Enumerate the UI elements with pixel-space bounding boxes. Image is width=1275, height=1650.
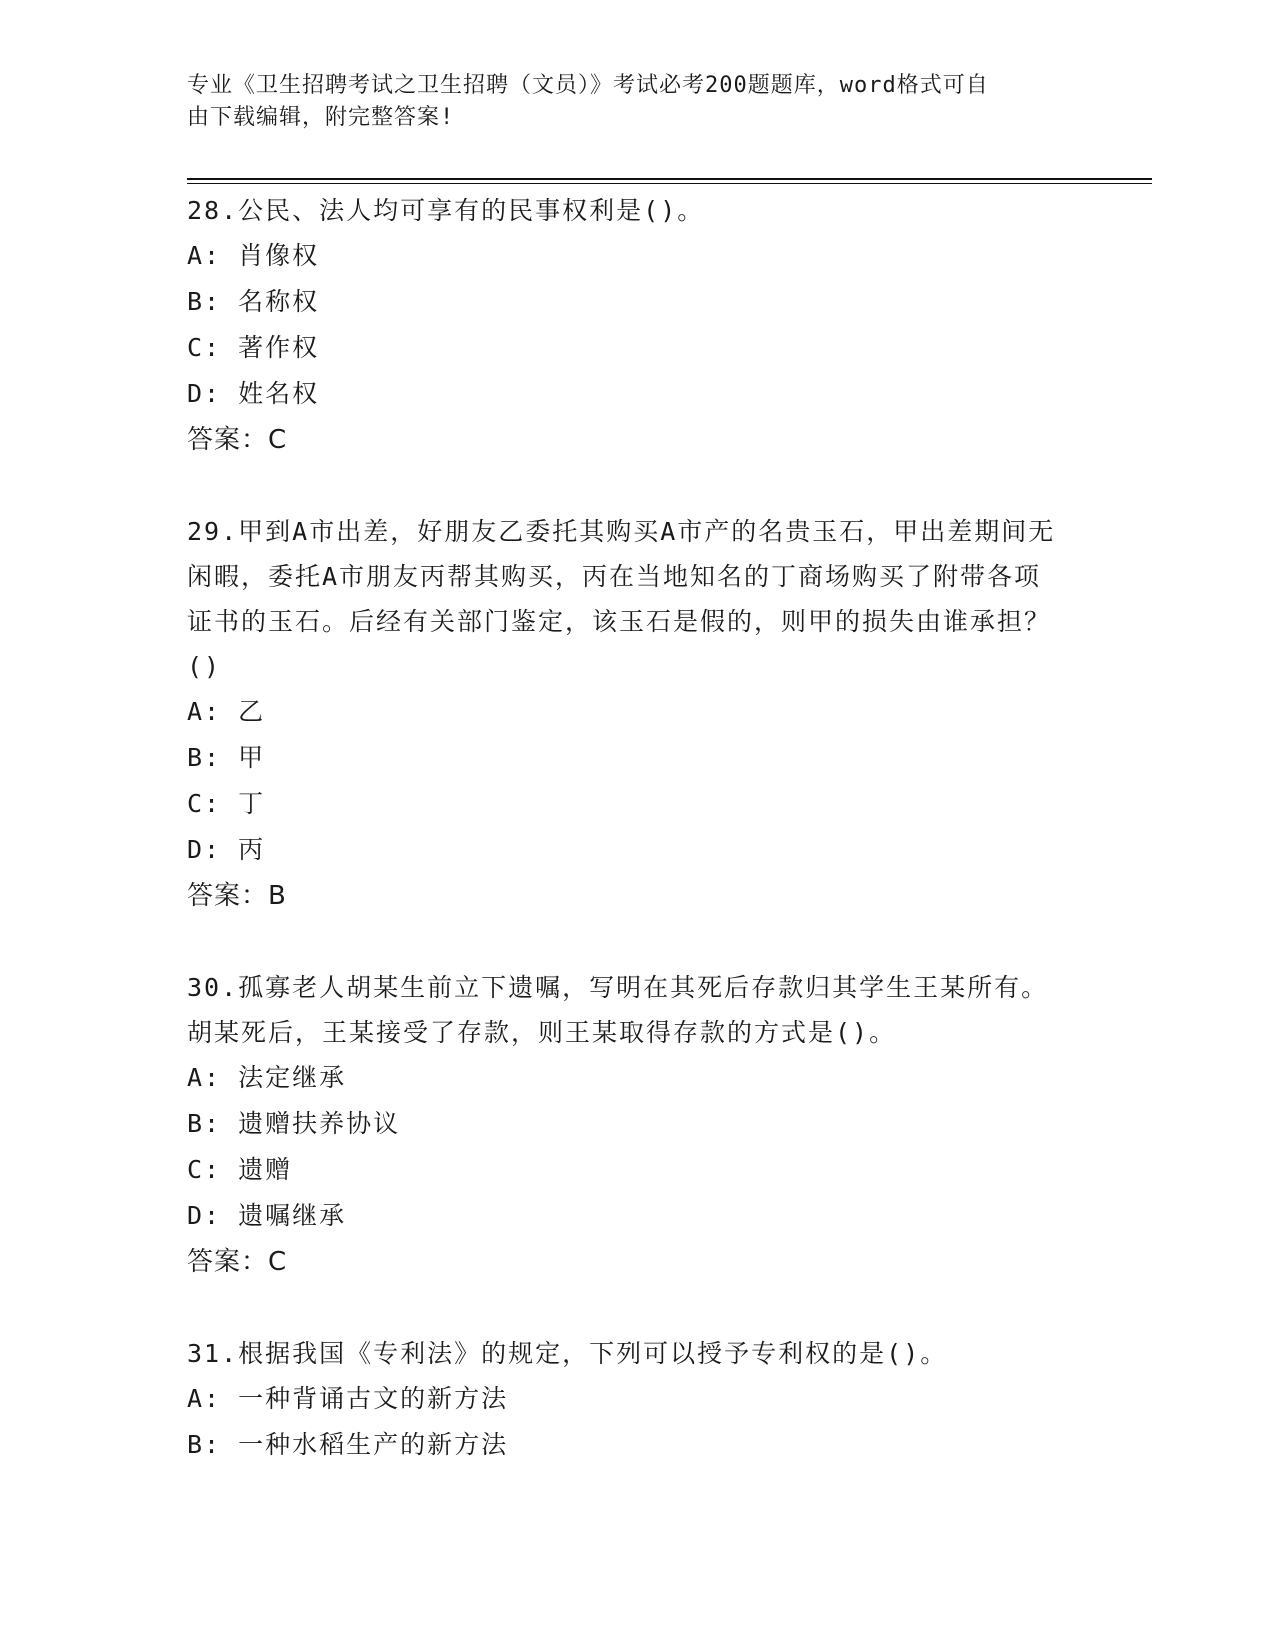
header-title-line-2: 由下载编辑，附完整答案! [187, 105, 455, 130]
header-divider-thin [187, 183, 1152, 184]
option-d: D: 遗嘱继承 [187, 1201, 347, 1230]
answer-label: 答案：C [187, 1247, 288, 1277]
option-c: C: 遗赠 [187, 1155, 293, 1184]
question-stem: 28.公民、法人均可享有的民事权利是()。 [187, 196, 705, 225]
answer-label: 答案：B [187, 881, 287, 911]
header-divider-thick [187, 178, 1152, 180]
option-b: B: 名称权 [187, 287, 320, 316]
document-header [187, 70, 1067, 134]
option-b: B: 甲 [187, 743, 266, 772]
header-title-line-1: 专业《卫生招聘考试之卫生招聘（文员）》考试必考200题题库，word格式可自 [187, 73, 989, 98]
option-a: A: 法定继承 [187, 1063, 347, 1092]
option-d: D: 丙 [187, 835, 266, 864]
question-28 [187, 188, 1067, 463]
question-stem: 30.孤寡老人胡某生前立下遗嘱，写明在其死后存款归其学生王某所有。胡某死后，王某接受了存款，则王某取得存款的方式是()。 [187, 973, 1049, 1047]
question-stem: 29.甲到A市出差，好朋友乙委托其购买A市产的名贵玉石，甲出差期间无闲暇，委托A市朋友丙帮其购买，丙在当地知名的丁商场购买了附带各项证书的玉石。后经有关部门鉴定，该玉石是假的，则甲的损失由谁承担？() [187, 517, 1056, 681]
option-d: D: 姓名权 [187, 379, 320, 408]
option-b: B: 遗赠扶养协议 [187, 1109, 401, 1138]
question-31 [187, 1331, 1067, 1468]
option-b: B: 一种水稻生产的新方法 [187, 1430, 509, 1459]
option-c: C: 著作权 [187, 333, 320, 362]
question-list [187, 188, 1067, 1514]
option-a: A: 乙 [187, 697, 266, 726]
question-30 [187, 965, 1067, 1285]
option-a: A: 肖像权 [187, 241, 320, 270]
option-c: C: 丁 [187, 789, 266, 818]
question-29 [187, 509, 1067, 919]
question-stem: 31.根据我国《专利法》的规定，下列可以授予专利权的是()。 [187, 1339, 948, 1368]
option-a: A: 一种背诵古文的新方法 [187, 1384, 509, 1413]
answer-label: 答案：C [187, 425, 288, 455]
